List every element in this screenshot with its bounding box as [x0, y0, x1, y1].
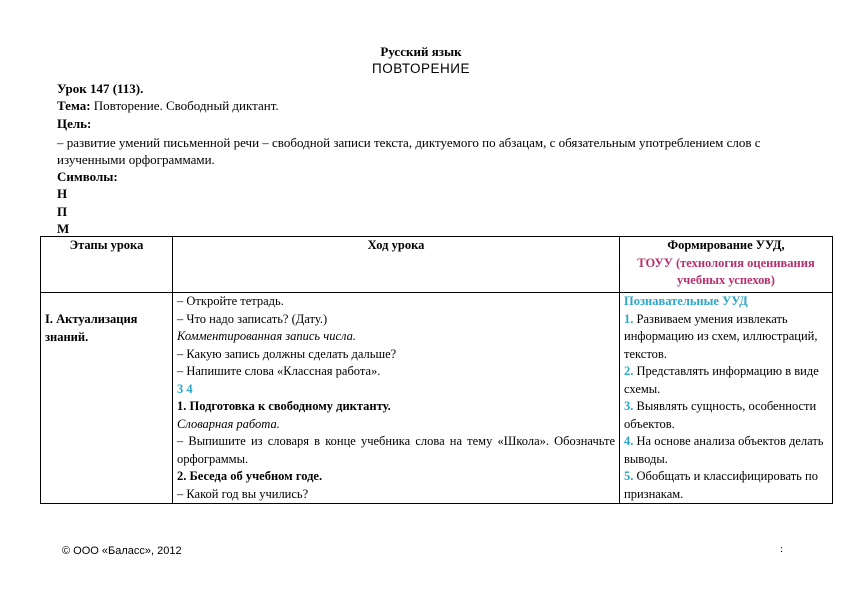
course-line: – Выпишите из словаря в конце учебника слова на тему «Школа». Обозначьте орфограммы.: [177, 434, 615, 466]
col-stages-header: Этапы урока: [41, 237, 173, 293]
goal-label: Цель:: [57, 116, 92, 131]
course-section-heading: 1. Подготовка к свободному диктанту.: [177, 399, 391, 413]
lesson-course-cell: [173, 293, 620, 504]
theme-label: Тема:: [57, 98, 91, 113]
uud-title: Познавательные УУД: [624, 294, 748, 308]
course-line: Комментированная запись числа.: [177, 329, 356, 343]
page-mark: :: [780, 543, 784, 555]
lesson-table: [40, 236, 833, 504]
uud-item: 4. На основе анализа объектов делать выводы.: [624, 434, 824, 466]
symbols-label: Символы:: [57, 169, 118, 184]
course-line: – Напишите слова «Классная работа».: [177, 364, 381, 378]
theme-value: Повторение. Свободный диктант.: [90, 98, 279, 113]
course-line: – Какую запись должны сделать дальше?: [177, 346, 397, 361]
lesson-number: Урок 147 (113).: [57, 81, 144, 96]
uud-header-line2: ТОУУ (технология оценивания учебных успехов): [637, 255, 815, 287]
footer-copyright: © ООО «Баласс», 2012: [62, 545, 182, 557]
table-row: [41, 293, 833, 504]
course-line: – Что надо записать? (Дату.): [177, 311, 328, 326]
stage-cell: I. Актуализация знаний.: [41, 293, 173, 504]
course-line: – Какой год вы учились?: [177, 486, 309, 501]
uud-item: 3. Выявлять сущность, особенности объектов.: [624, 399, 817, 431]
subject-title: Русский язык: [380, 44, 462, 59]
uud-item: 1. Развиваем умения извлекать информацию из схем, иллюстраций, текстов.: [624, 311, 818, 361]
symbol-p: П: [57, 204, 68, 219]
symbol-markers: 3 4: [177, 381, 193, 396]
goal-text: – развитие умений письменной речи – свободной записи текста, диктуемого по абзацам, с обязательным употреблением слов с изученными орфограммами.: [57, 135, 761, 167]
uud-item: 2. Представлять информацию в виде схемы.: [624, 364, 819, 396]
col-course-header: Ход урока: [173, 237, 620, 293]
lesson-theme: [57, 97, 279, 114]
uud-header-line1: Формирование УУД,: [667, 238, 785, 252]
symbol-m: М: [57, 221, 70, 236]
course-line: – Откройте тетрадь.: [177, 294, 284, 308]
col-uud-header: [620, 237, 833, 293]
course-section-heading: 2. Беседа об учебном годе.: [177, 469, 323, 483]
course-line: Словарная работа.: [177, 416, 280, 431]
uud-item: 5. Обобщать и классифицировать по признакам.: [624, 469, 818, 501]
uud-cell: [620, 293, 833, 504]
topic-title: ПОВТОРЕНИЕ: [372, 61, 470, 76]
table-header-row: [41, 237, 833, 293]
symbol-n: Н: [57, 186, 68, 201]
